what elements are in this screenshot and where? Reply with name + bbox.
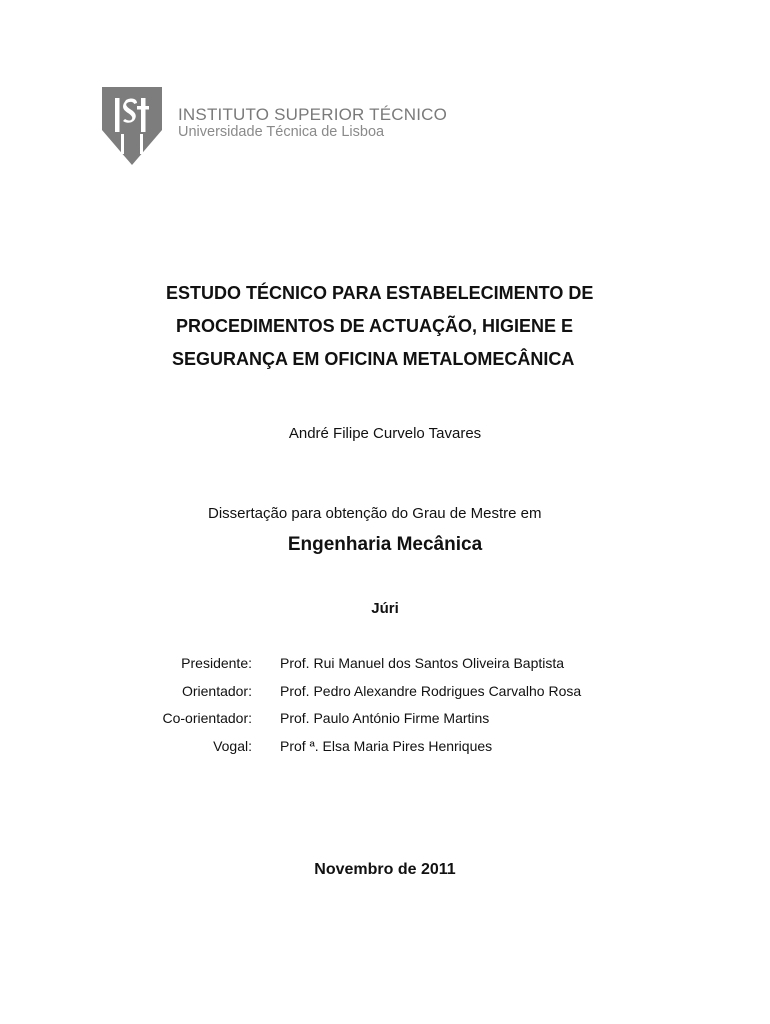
author-name: André Filipe Curvelo Tavares: [288, 425, 482, 442]
jury-role: Presidente:: [181, 655, 252, 671]
jury-role: Orientador:: [181, 682, 252, 699]
jury-row-advisor: [0, 683, 770, 711]
jury-row-president: [0, 655, 770, 683]
dissertation-statement: Dissertação para obtenção do Grau de Mestre em: [208, 505, 542, 522]
jury-role: Vogal:: [213, 737, 252, 754]
institution-name: INSTITUTO SUPERIOR TÉCNICO: [178, 105, 448, 124]
jury-member-name: Prof. Pedro Alexandre Rodrigues Carvalho Rosa: [280, 682, 582, 699]
jury-list: [0, 655, 770, 765]
logo-text: ist: [132, 86, 133, 87]
jury-member-name: Prof. Paulo António Firme Martins: [280, 710, 490, 726]
jury-row-member: [0, 738, 770, 766]
jury-member-name: Prof ª. Elsa Maria Pires Henriques: [280, 737, 493, 754]
jury-heading: Júri: [371, 600, 399, 617]
title-line-2: PROCEDIMENTOS DE ACTUAÇÃO, HIGIENE E: [176, 316, 574, 336]
title-line-3: SEGURANÇA EM OFICINA METALOMECÂNICA: [172, 349, 575, 369]
title-line-1: ESTUDO TÉCNICO PARA ESTABELECIMENTO DE: [166, 283, 594, 303]
jury-row-co-advisor: [0, 710, 770, 738]
jury-member-name: Prof. Rui Manuel dos Santos Oliveira Baptista: [280, 655, 565, 671]
jury-role: Co-orientador:: [162, 710, 252, 726]
submission-date: Novembro de 2011: [314, 861, 456, 878]
institution-subtitle: Universidade Técnica de Lisboa: [178, 124, 385, 140]
ist-logo: [101, 86, 163, 166]
degree-name: Engenharia Mecânica: [287, 534, 483, 555]
